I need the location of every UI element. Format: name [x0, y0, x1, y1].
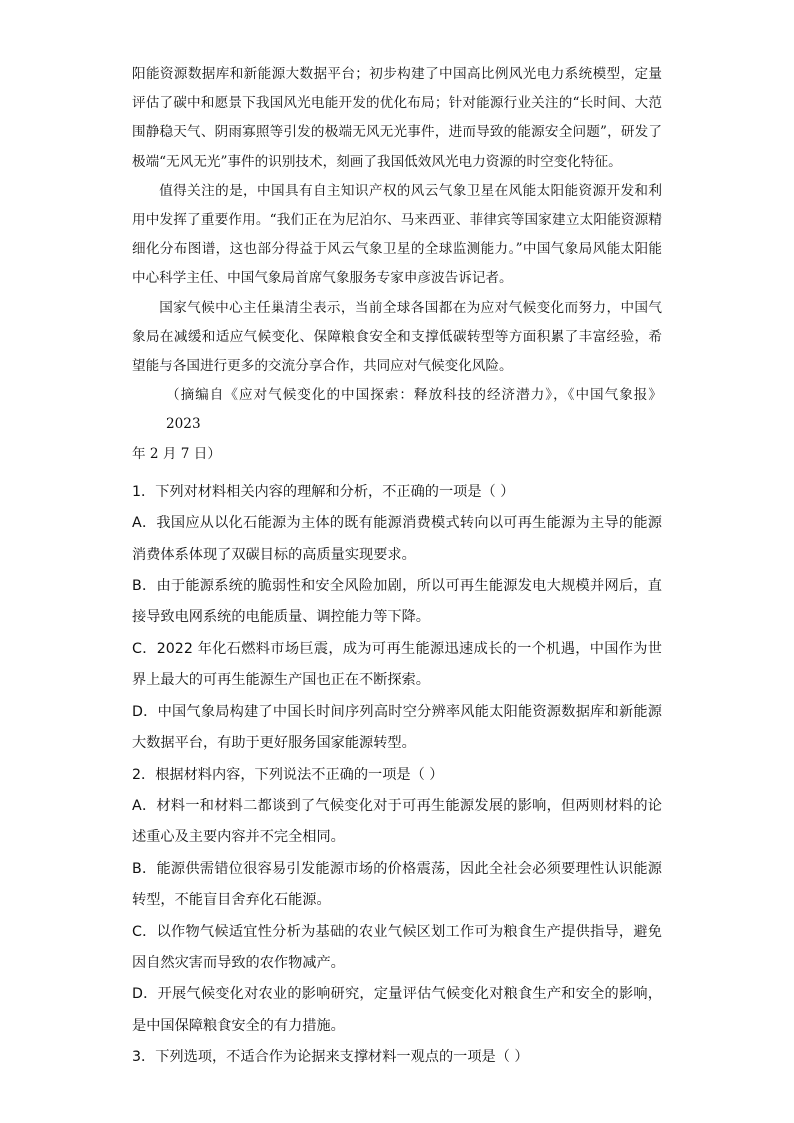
document-page: [132, 60, 662, 1074]
source-citation: （摘编自《应对气候变化的中国探索：释放科技的经济潜力》，《中国气象报》2023: [166, 387, 662, 433]
option-b: B．能源供需错位很容易引发能源市场的价格震荡，因此全社会必须要理性认识能源转型，不能盲目舍弃化石能源。: [132, 860, 662, 909]
passage-paragraph: 阳能资源数据库和新能源大数据平台；初步构建了中国高比例风光电力系统模型，定量评估了碳中和愿景下我国风光电能开发的优化布局；针对能源行业关注的“长时间、大范围静稳天气、阴雨寡照等引发的极端无风无光事件，进而导致的能源安全问题”，研发了极端“无风无光”事件的识别技术，刻画了我国低效风光电力资源的时空变化特征。: [132, 66, 662, 170]
option-d: D．开展气候变化对农业的影响研究，定量评估气候变化对粮食生产和安全的影响，是中国保障粮食安全的有力措施。: [132, 986, 662, 1034]
passage-paragraph: 国家气候中心主任巢清尘表示，当前全球各国都在为应对气候变化而努力，中国气象局在减缓和适应气候变化、保障粮食安全和支撑低碳转型等方面积累了丰富经验，希望能与各国进行更多的交流分享合作，共同应对气候变化风险。: [132, 299, 662, 375]
question-2: [132, 760, 662, 1043]
question-stem: 2．根据材料内容，下列说法不正确的一项是（ ）: [132, 766, 444, 783]
option-c: C．以作物气候适宜性分析为基础的农业气候区划工作可为粮食生产提供指导，避免因自然灾害而导致的农作物减产。: [132, 923, 662, 971]
reading-passage: [132, 60, 662, 469]
option-a: A．材料一和材料二都谈到了气候变化对于可再生能源发展的影响，但两则材料的论述重心及主要内容并不完全相同。: [132, 797, 662, 846]
question-3: [132, 1042, 662, 1073]
option-a: A．我国应从以化石能源为主体的既有能源消费模式转向以可再生能源为主导的能源消费体系体现了双碳目标的高质量实现要求。: [132, 515, 662, 563]
option-b: B．由于能源系统的脆弱性和安全风险加剧，所以可再生能源发电大规模并网后，直接导致电网系统的电能质量、调控能力等下降。: [132, 578, 662, 626]
question-1: [132, 477, 662, 760]
option-d: D．中国气象局构建了中国长时间序列高时空分辨率风能太阳能资源数据库和新能源大数据平台，有助于更好服务国家能源转型。: [132, 703, 662, 752]
passage-paragraph: 值得关注的是，中国具有自主知识产权的风云气象卫星在风能太阳能资源开发和利用中发挥了重要作用。“我们正在为尼泊尔、马来西亚、菲律宾等国家建立太阳能资源精细化分布图谱，这也部分得益于风云气象卫星的全球监测能力。”中国气象局风能太阳能中心科学主任、中国气象局首席气象服务专家申彦波告诉记者。: [132, 182, 662, 287]
option-c: C．2022 年化石燃料市场巨震，成为可再生能源迅速成长的一个机遇，中国作为世界上最大的可再生能源生产国也正在不断探索。: [132, 640, 662, 689]
question-list: [132, 477, 662, 1074]
question-stem: 1．下列对材料相关内容的理解和分析，不正确的一项是（ ）: [132, 483, 515, 500]
source-citation-date: 年 2 月 7 日）: [132, 445, 221, 462]
question-stem: 3．下列选项，不适合作为论据来支撑材料一观点的一项是（ ）: [132, 1049, 529, 1066]
